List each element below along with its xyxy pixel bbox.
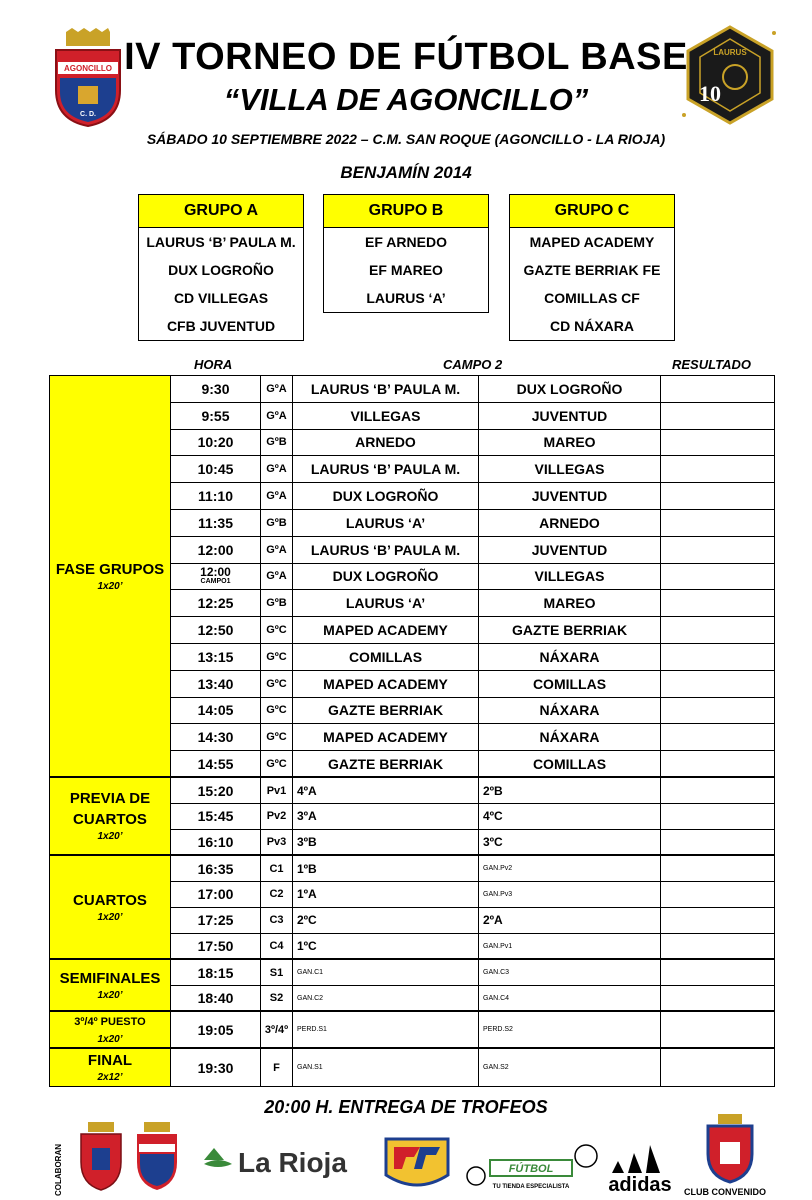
group-c-box <box>509 194 675 341</box>
phase-duration: 1x20’ <box>97 580 123 592</box>
futbol-shop-logo <box>464 1142 600 1195</box>
group-team: EF ARNEDO <box>365 234 447 250</box>
group-team: DUX LOGROÑO <box>168 262 274 278</box>
match-code: GºC <box>261 697 293 724</box>
phase-label-previa <box>50 777 171 855</box>
result-cell[interactable] <box>661 751 775 778</box>
match-code: GºA <box>261 456 293 483</box>
match-time: 14:30 <box>171 724 261 751</box>
match-row <box>50 376 775 403</box>
away-team: GAN.Pv3 <box>479 881 661 907</box>
svg-text:La Rioja: La Rioja <box>238 1147 347 1178</box>
match-row <box>50 777 775 803</box>
home-team: LAURUS ‘A’ <box>293 509 479 536</box>
result-cell[interactable] <box>661 829 775 855</box>
phase-duration: 1x20’ <box>97 911 123 923</box>
result-cell[interactable] <box>661 724 775 751</box>
home-team: PERD.S1 <box>293 1011 479 1048</box>
home-team: 1ºC <box>293 933 479 959</box>
home-team: 4ºA <box>293 777 479 803</box>
away-team: GAN.Pv2 <box>479 855 661 881</box>
match-row <box>50 1048 775 1086</box>
result-cell[interactable] <box>661 429 775 456</box>
svg-text:TU TIENDA ESPECIALISTA: TU TIENDA ESPECIALISTA <box>492 1184 570 1190</box>
match-time: 13:40 <box>171 670 261 697</box>
svg-text:10: 10 <box>699 81 721 106</box>
match-code: GºB <box>261 429 293 456</box>
home-team: 3ºB <box>293 829 479 855</box>
phase-label-final <box>50 1048 171 1086</box>
group-b-title: GRUPO B <box>324 195 488 228</box>
event-date-location: SÁBADO 10 SEPTIEMBRE 2022 – C.M. SAN ROQUE (AGONCILLO - LA RIOJA) <box>146 131 666 147</box>
home-team: MAPED ACADEMY <box>293 724 479 751</box>
svg-text:C. D.: C. D. <box>80 111 96 118</box>
svg-text:adidas: adidas <box>608 1174 672 1195</box>
schedule-table <box>49 375 775 1087</box>
home-team: GAN.C1 <box>293 959 479 985</box>
group-team: EF MAREO <box>369 262 443 278</box>
away-team: DUX LOGROÑO <box>479 376 661 403</box>
match-time: 9:30 <box>171 376 261 403</box>
match-time: 12:50 <box>171 617 261 644</box>
away-team: GAN.S2 <box>479 1048 661 1086</box>
club-convenido-label: CLUB CONVENIDO <box>684 1187 767 1197</box>
match-time: 12:25 <box>171 590 261 617</box>
home-team: GAN.C2 <box>293 985 479 1011</box>
phase-name: FASE GRUPOS <box>55 560 165 578</box>
home-team: 1ºB <box>293 855 479 881</box>
result-cell[interactable] <box>661 590 775 617</box>
match-row <box>50 1011 775 1048</box>
away-team: GAN.C3 <box>479 959 661 985</box>
match-code: GºB <box>261 590 293 617</box>
home-team: GAZTE BERRIAK <box>293 751 479 778</box>
away-team: GAN.C4 <box>479 985 661 1011</box>
phase-duration: 1x20’ <box>97 989 123 1001</box>
result-cell[interactable] <box>661 643 775 670</box>
match-time: 17:50 <box>171 933 261 959</box>
match-code: GºB <box>261 509 293 536</box>
match-time: 16:35 <box>171 855 261 881</box>
home-team: LAURUS ‘A’ <box>293 590 479 617</box>
la-rioja-logo <box>200 1140 360 1185</box>
group-team: CD VILLEGAS <box>173 290 269 306</box>
home-team: 1ºA <box>293 881 479 907</box>
phase-name: PREVIA DE CUARTOS <box>69 790 151 829</box>
svg-text:LAURUS: LAURUS <box>713 48 747 57</box>
home-team: 2ºC <box>293 907 479 933</box>
group-a-title: GRUPO A <box>139 195 303 228</box>
category-title: BENJAMÍN 2014 <box>340 163 472 182</box>
result-cell[interactable] <box>661 402 775 429</box>
home-team: LAURUS ‘B’ PAULA M. <box>293 376 479 403</box>
result-cell[interactable] <box>661 376 775 403</box>
home-team: MAPED ACADEMY <box>293 670 479 697</box>
campo-header: CAMPO 2 <box>443 357 503 372</box>
match-code: Pv3 <box>261 829 293 855</box>
away-team: JUVENTUD <box>479 402 661 429</box>
away-team: 3ºC <box>479 829 661 855</box>
result-cell[interactable] <box>661 803 775 829</box>
match-time: 10:45 <box>171 456 261 483</box>
page-title: IV TORNEO DE FÚTBOL BASE <box>124 36 688 78</box>
result-cell[interactable] <box>661 483 775 510</box>
match-time: 16:10 <box>171 829 261 855</box>
home-team: GAN.S1 <box>293 1048 479 1086</box>
group-team: CFB JUVENTUD <box>166 318 276 334</box>
away-team: COMILLAS <box>479 751 661 778</box>
result-cell[interactable] <box>661 456 775 483</box>
match-code: C1 <box>261 855 293 881</box>
group-c-title: GRUPO C <box>510 195 674 228</box>
result-cell[interactable] <box>661 1011 775 1048</box>
result-cell[interactable] <box>661 933 775 959</box>
away-team: NÁXARA <box>479 643 661 670</box>
away-team: MAREO <box>479 429 661 456</box>
away-team: JUVENTUD <box>479 483 661 510</box>
phase-name: FINAL <box>87 1052 133 1070</box>
away-team: 2ºA <box>479 907 661 933</box>
match-time: 10:20 <box>171 429 261 456</box>
match-time: 18:15 <box>171 959 261 985</box>
match-time: 11:10 <box>171 483 261 510</box>
match-code: C4 <box>261 933 293 959</box>
group-team: MAPED ACADEMY <box>529 234 655 250</box>
match-code: GºC <box>261 643 293 670</box>
svg-text:FÚTBOL: FÚTBOL <box>508 1163 554 1175</box>
match-code: GºC <box>261 670 293 697</box>
colaboran-label: COLABORAN <box>54 1144 63 1196</box>
away-team: VILLEGAS <box>479 563 661 590</box>
match-code: 3º/4º <box>261 1011 293 1048</box>
match-time: 9:55 <box>171 402 261 429</box>
away-team: COMILLAS <box>479 670 661 697</box>
result-cell[interactable] <box>661 777 775 803</box>
result-cell[interactable] <box>661 985 775 1011</box>
match-time: 15:45 <box>171 803 261 829</box>
away-team: MAREO <box>479 590 661 617</box>
trophy-ceremony: 20:00 H. ENTREGA DE TROFEOS <box>264 1097 548 1117</box>
phase-duration: 1x20’ <box>97 831 123 843</box>
match-code: S2 <box>261 985 293 1011</box>
away-team: PERD.S2 <box>479 1011 661 1048</box>
svg-text:AGONCILLO: AGONCILLO <box>64 64 112 73</box>
match-code: GºC <box>261 617 293 644</box>
phase-name: SEMIFINALES <box>59 969 161 987</box>
group-b-box <box>323 194 489 313</box>
home-team: DUX LOGROÑO <box>293 563 479 590</box>
away-team: VILLEGAS <box>479 456 661 483</box>
adidas-logo <box>602 1145 682 1200</box>
phase-label-semis <box>50 959 171 1011</box>
group-team: CD NÁXARA <box>550 318 634 334</box>
result-cell[interactable] <box>661 509 775 536</box>
match-code: GºA <box>261 563 293 590</box>
match-time: 12:00 <box>171 536 261 563</box>
match-time <box>171 563 261 590</box>
home-team: LAURUS ‘B’ PAULA M. <box>293 536 479 563</box>
away-team: GAN.Pv1 <box>479 933 661 959</box>
phase-name: 3º/4º PUESTO <box>74 1016 146 1029</box>
match-code: GºA <box>261 402 293 429</box>
match-code: GºC <box>261 751 293 778</box>
match-time: 17:00 <box>171 881 261 907</box>
match-code: Pv1 <box>261 777 293 803</box>
result-cell[interactable] <box>661 959 775 985</box>
result-cell[interactable] <box>661 907 775 933</box>
result-cell[interactable] <box>661 563 775 590</box>
result-cell[interactable] <box>661 536 775 563</box>
match-code: C3 <box>261 907 293 933</box>
group-team: LAURUS ‘B’ PAULA M. <box>146 234 296 250</box>
match-time: 19:05 <box>171 1011 261 1048</box>
match-time: 13:15 <box>171 643 261 670</box>
group-team: LAURUS ‘A’ <box>366 290 446 306</box>
match-code: Pv2 <box>261 803 293 829</box>
home-team: MAPED ACADEMY <box>293 617 479 644</box>
home-team: COMILLAS <box>293 643 479 670</box>
home-team: DUX LOGROÑO <box>293 483 479 510</box>
phase-label-tercer <box>50 1011 171 1048</box>
match-time: 17:25 <box>171 907 261 933</box>
home-team: ARNEDO <box>293 429 479 456</box>
result-cell[interactable] <box>661 697 775 724</box>
match-time: 18:40 <box>171 985 261 1011</box>
match-code: F <box>261 1048 293 1086</box>
match-code: S1 <box>261 959 293 985</box>
phase-duration: 2x12’ <box>97 1072 123 1084</box>
osasuna-club-logo <box>700 1112 760 1189</box>
result-cell[interactable] <box>661 617 775 644</box>
match-time: 11:35 <box>171 509 261 536</box>
group-team: COMILLAS CF <box>544 290 640 306</box>
agoncillo-small-logo <box>134 1120 180 1197</box>
match-time: 19:30 <box>171 1048 261 1086</box>
phase-duration: 1x20’ <box>97 1034 123 1046</box>
away-team: JUVENTUD <box>479 536 661 563</box>
tournament-name: “VILLA DE AGONCILLO” <box>223 82 589 117</box>
away-team: 2ºB <box>479 777 661 803</box>
result-cell[interactable] <box>661 670 775 697</box>
match-row <box>50 855 775 881</box>
resultado-header: RESULTADO <box>672 357 751 372</box>
result-cell[interactable] <box>661 881 775 907</box>
match-time: 14:55 <box>171 751 261 778</box>
home-team: VILLEGAS <box>293 402 479 429</box>
phase-label-cuartos <box>50 855 171 959</box>
match-code: GºC <box>261 724 293 751</box>
match-code: GºA <box>261 483 293 510</box>
result-cell[interactable] <box>661 1048 775 1086</box>
away-team: NÁXARA <box>479 697 661 724</box>
phase-label-fase_grupos <box>50 376 171 778</box>
group-a-box <box>138 194 304 341</box>
home-team: 3ºA <box>293 803 479 829</box>
away-team: ARNEDO <box>479 509 661 536</box>
phase-name: CUARTOS <box>73 891 147 909</box>
away-team: NÁXARA <box>479 724 661 751</box>
home-team: GAZTE BERRIAK <box>293 697 479 724</box>
match-time: 14:05 <box>171 697 261 724</box>
group-team: GAZTE BERRIAK FE <box>523 262 661 278</box>
match-time: 15:20 <box>171 777 261 803</box>
match-code: C2 <box>261 881 293 907</box>
result-cell[interactable] <box>661 855 775 881</box>
home-team: LAURUS ‘B’ PAULA M. <box>293 456 479 483</box>
municipal-crest-logo <box>78 1120 124 1197</box>
hora-header: HORA <box>194 357 233 372</box>
match-row <box>50 959 775 985</box>
match-code: GºA <box>261 376 293 403</box>
match-code: GºA <box>261 536 293 563</box>
away-team: GAZTE BERRIAK <box>479 617 661 644</box>
match-time-value: 12:00 <box>200 565 231 580</box>
away-team: 4ºC <box>479 803 661 829</box>
federation-logo <box>380 1135 454 1200</box>
laurus-anniversary-logo <box>680 25 780 125</box>
match-field-note: CAMPO1 <box>200 578 231 586</box>
